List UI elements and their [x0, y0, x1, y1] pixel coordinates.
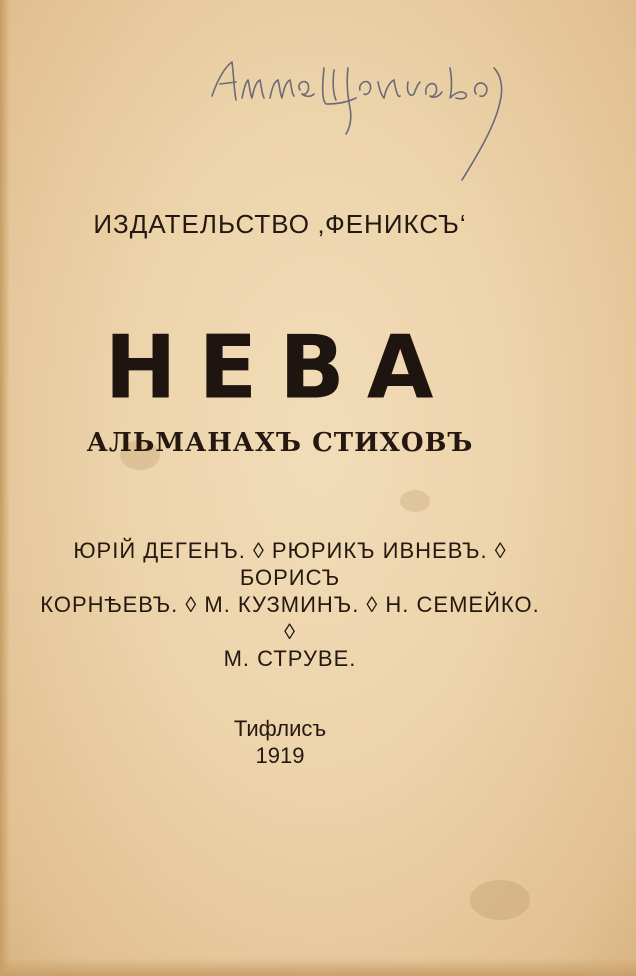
authors-list: [40, 537, 540, 672]
page-edge-shadow: [0, 0, 10, 976]
authors-line: ЮРIЙ ДЕГЕНЪ. ◊ РЮРИКЪ ИВНЕВЪ. ◊ БОРИСЪ: [73, 538, 507, 590]
paper-stain: [470, 880, 530, 920]
page-bottom-shadow: [0, 958, 636, 976]
publication-city: Тифлисъ: [233, 716, 327, 741]
book-title: НЕВА: [104, 317, 456, 419]
paper-stain: [400, 490, 430, 512]
pencil-signature: [200, 38, 550, 188]
authors-line: КОРНѢЕВЪ. ◊ М. КУЗМИНЪ. ◊ Н. СЕМЕЙКО. ◊: [40, 592, 540, 644]
authors-line: М. СТРУВЕ.: [223, 646, 357, 671]
book-subtitle: АЛЬМАНАХЪ СТИХОВЪ: [86, 428, 474, 458]
publisher-name: ИЗДАТЕЛЬСТВО ‚ФЕНИКСЪ‘: [93, 209, 467, 239]
publication-year: 1919: [255, 743, 305, 768]
